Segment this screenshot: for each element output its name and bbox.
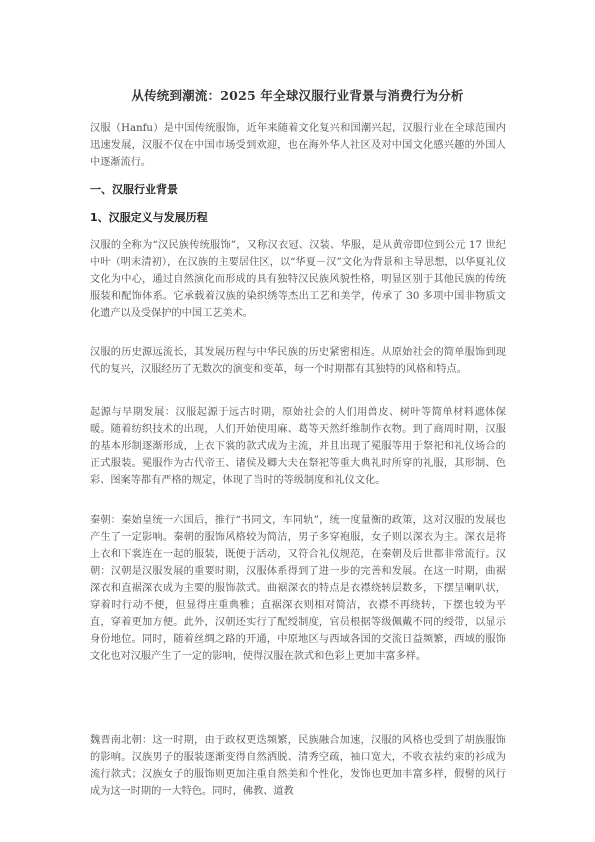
section-heading: 一、汉服行业背景 [90,183,178,196]
page-title: 从传统到潮流：2025 年全球汉服行业背景与消费行为分析 [131,88,464,104]
subsection-heading: 1、汉服定义与发展历程 [90,211,208,224]
body-paragraph-4: 秦朝：秦始皇统一六国后，推行“书同文，车同轨”，统一度量衡的政策，这对汉服的发展也产生了一定影响。秦朝的服饰风格较为简洁，男子多穿袍服，女子则以深衣为主。深衣是将上衣和下裳连在一起的服装，既便于活动，又符合礼仪规范，在秦朝及后世都非常流行。汉朝：汉朝是汉服发展的重要时期，汉服体系得到了进一步的完善和发展。在这一时期，曲裾深衣和直裾深衣成为主要的服饰款式。曲裾深衣的特点是衣襟绕转层数多，下摆呈喇叭状，穿着时行动不便，但显得庄重典雅；直裾深衣则相对简洁，衣襟不再绕转，下摆也较为平直，穿着更加方便。此外，汉朝还实行了配绶制度，官员根据等级佩戴不同的绶带，以显示身份地位。同时，随着丝绸之路的开通，中原地区与西域各国的交流日益频繁，西域的服饰文化也对汉服产生了一定的影响，使得汉服在款式和色彩上更加丰富多样。 [90,515,506,662]
intro-paragraph: 汉服（Hanfu）是中国传统服饰，近年来随着文化复兴和国潮兴起，汉服行业在全球范围内迅速发展，汉服不仅在中国市场受到欢迎，也在海外华人社区及对中国文化感兴趣的外国人中逐渐流行。 [90,123,506,168]
body-paragraph-5: 魏晋南北朝：这一时期，由于政权更迭频繁，民族融合加速，汉服的风格也受到了胡族服饰的影响。汉族男子的服装逐渐变得自然洒脱、清秀空疏，袖口宽大，不收衣袪约束的衫成为流行款式；汉族女子的服饰则更加注重自然美和个性化，发饰也更加丰富多样，假髻的风行成为这一时期的一大特色。同时，佛教、道教 [90,735,506,797]
body-paragraph-2: 汉服的历史源远流长，其发展历程与中华民族的历史紧密相连。从原始社会的简单服饰到现代的复兴，汉服经历了无数次的演变和变革，每一个时期都有其独特的风格和特点。 [90,347,506,375]
body-paragraph-3: 起源与早期发展：汉服起源于远古时期，原始社会的人们用兽皮、树叶等简单材料遮体保暖。随着纺织技术的出现，人们开始使用麻、葛等天然纤维制作衣物。到了商周时期，汉服的基本形制逐渐形成，上衣下裳的款式成为主流，并且出现了冕服等用于祭祀和礼仪场合的正式服装。冕服作为古代帝王、诸侯及卿大夫在祭祀等重大典礼时所穿的礼服，其形制、色彩、图案等都有严格的规定，体现了当时的等级制度和礼仪文化。 [90,407,506,486]
body-paragraph-1: 汉服的全称为“汉民族传统服饰”，又称汉衣冠、汉装、华服，是从黄帝即位到公元 17 世纪中叶（明末清初），在汉族的主要居住区，以“华夏－汉”文化为背景和主导思想，以华夏礼仪文化为中心，通过自然演化而形成的具有独特汉民族风貌性格，明显区别于其他民族的传统服装和配饰体系。它承载着汉族的染织绣等杰出工艺和美学，传承了 30 多项中国非物质文化遗产以及受保护的中国工艺美术。 [90,240,506,319]
